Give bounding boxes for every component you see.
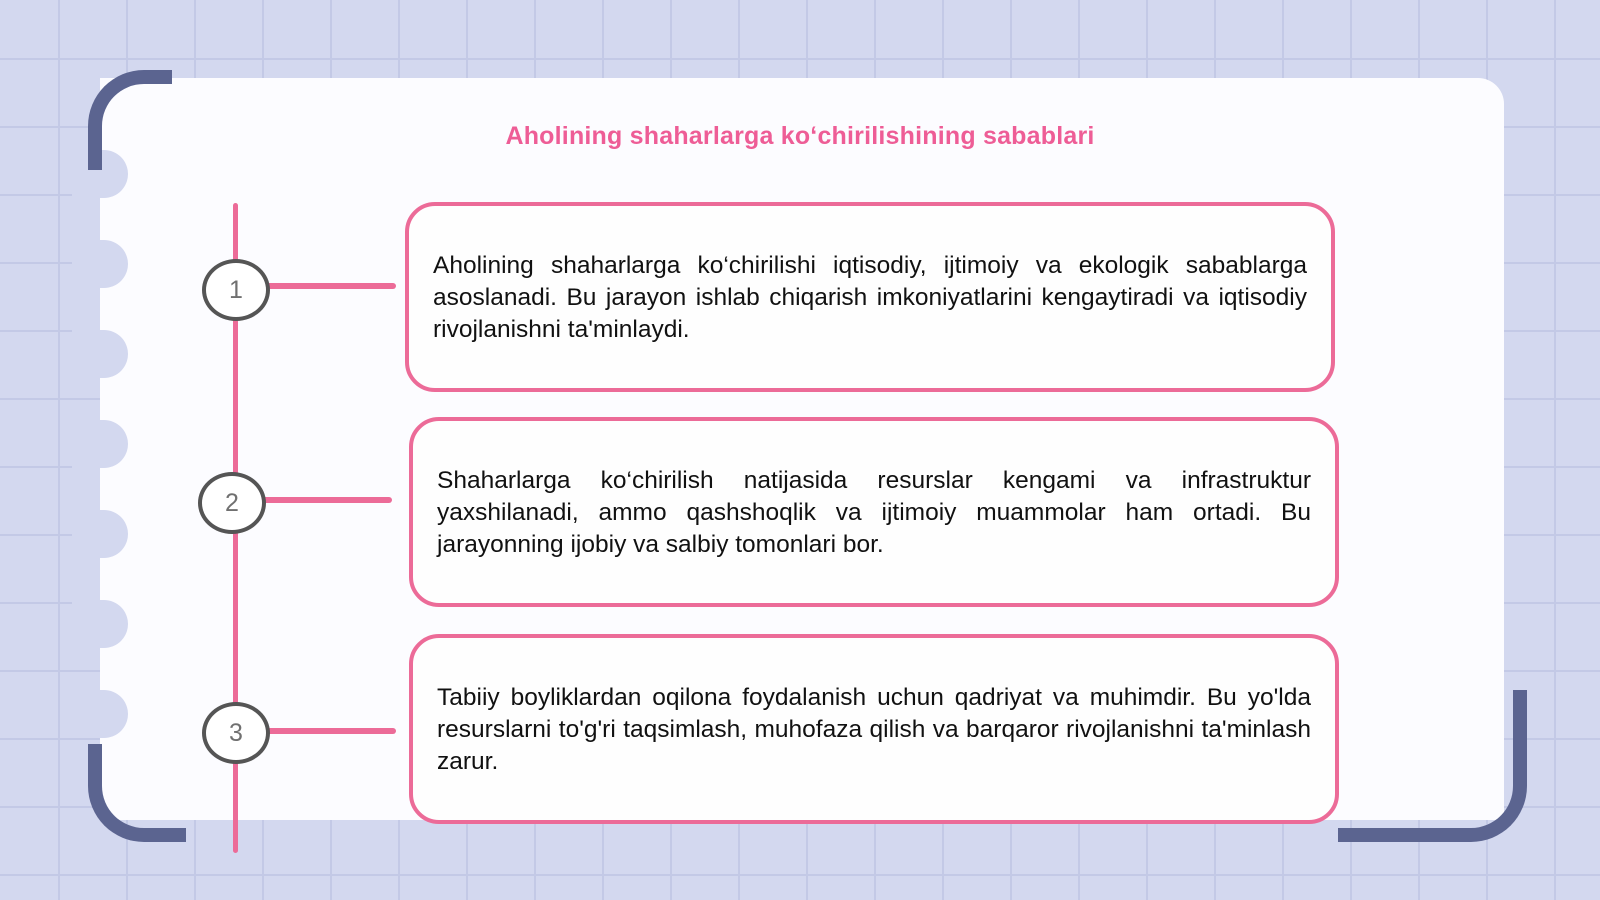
- reason-box-3: [409, 634, 1339, 824]
- reason-text-1: Aholining shaharlarga ko‘chirilishi iqtisodiy, ijtimoiy va ekologik sabablarga asoslanadi. Bu jarayon ishlab chiqarish imkoniyatlarini kengaytiradi va iqtisodiy rivojlanishni ta'minlaydi.: [433, 252, 1307, 343]
- binder-notch: [72, 420, 128, 468]
- binder-notch: [72, 240, 128, 288]
- step-number-2: 2: [198, 472, 266, 534]
- reason-text-3: Tabiiy boyliklardan oqilona foydalanish uchun qadriyat va muhimdir. Bu yo'lda resurslarni to'g'ri taqsimlash, muhofaza qilish va barqaror rivojlanishni ta'minlash zarur.: [437, 684, 1311, 775]
- slide-title: Aholining shaharlarga ko‘chirilishining sabablari: [505, 122, 1095, 150]
- connector-3: [266, 728, 396, 734]
- binder-notch: [72, 690, 128, 738]
- step-number-1: 1: [202, 259, 270, 321]
- binder-notch: [72, 330, 128, 378]
- corner-bracket-bottom-left: [88, 744, 186, 842]
- reason-box-2: [409, 417, 1339, 607]
- binder-notch: [72, 600, 128, 648]
- corner-bracket-bottom-right: [1338, 690, 1527, 842]
- connector-2: [262, 497, 392, 503]
- binder-notch: [72, 510, 128, 558]
- reason-box-1: [405, 202, 1335, 392]
- step-number-3: 3: [202, 702, 270, 764]
- connector-1: [266, 283, 396, 289]
- reason-text-2: Shaharlarga ko‘chirilish natijasida resurslar kengami va infrastruktur yaxshilanadi, ammo qashshoqlik va ijtimoiy muammolar ham ortadi. Bu jarayonning ijobiy va salbiy tomonlari bor.: [437, 467, 1311, 558]
